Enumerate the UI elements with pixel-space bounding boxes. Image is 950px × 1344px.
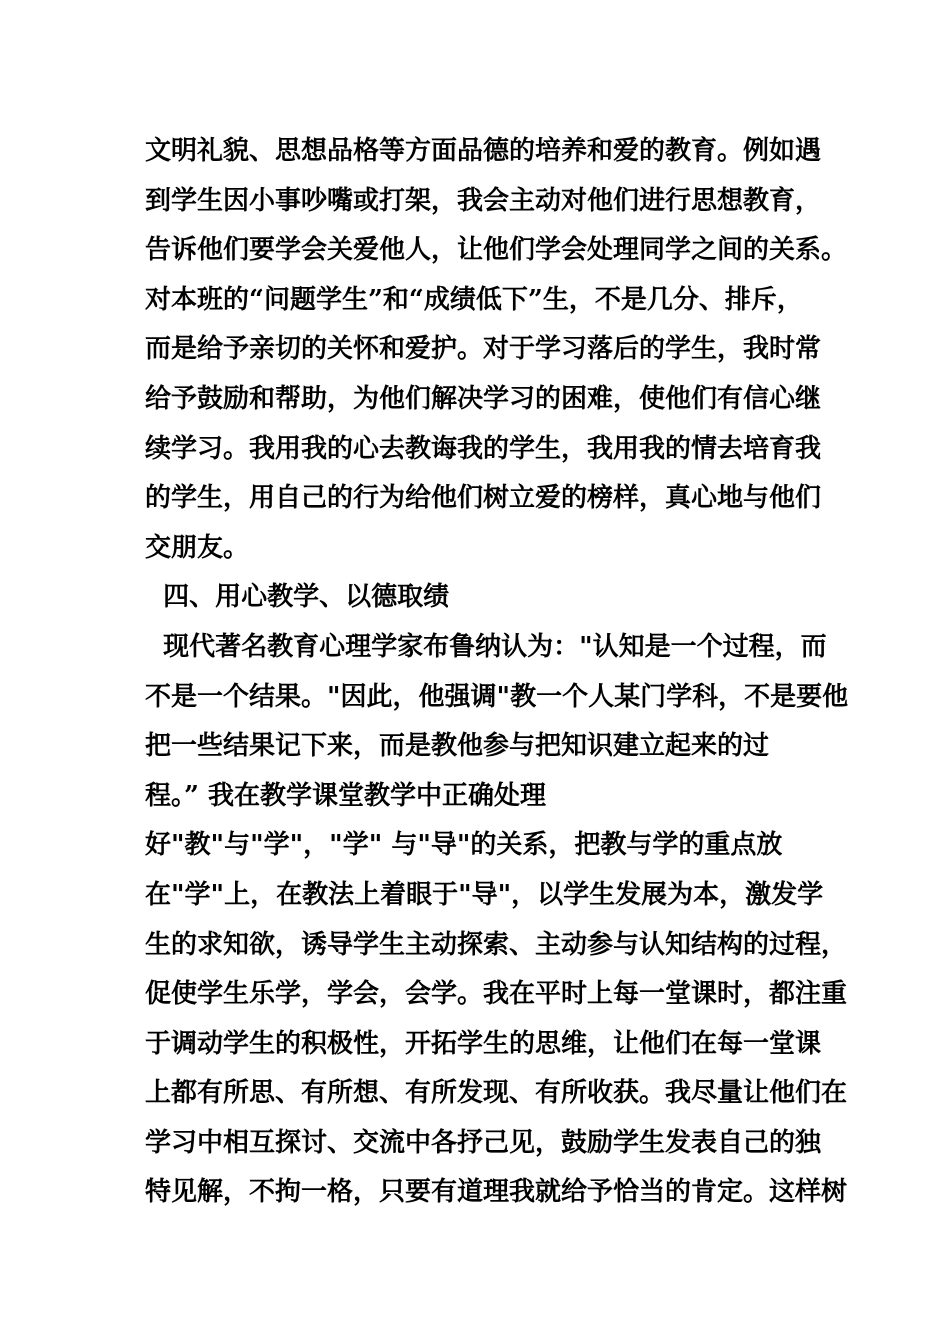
text-line: 现代著名教育心理学家布鲁纳认为："认知是一个过程，而 (145, 631, 827, 662)
text-line: 到学生因小事吵嘴或打架，我会主动对他们进行思想教育， (145, 185, 822, 216)
text-line: 生的求知欲，诱导学生主动探索、主动参与认知结构的过程， (145, 929, 848, 960)
text-line: 不是一个结果。"因此，他强调"教一个人某门学科，不是要他 (145, 681, 849, 712)
text-line: 促使学生乐学，学会，会学。我在平时上每一堂课时，都注重 (145, 979, 848, 1010)
body-text (145, 127, 849, 1218)
text-line: 把一些结果记下来，而是教他参与把知识建立起来的过 (145, 731, 770, 762)
text-line: 告诉他们要学会关爱他人，让他们学会处理同学之间的关系。 (145, 235, 848, 266)
text-line: 上都有所思、有所想、有所发现、有所收获。我尽量让他们在 (145, 1078, 848, 1109)
text-line: 给予鼓励和帮助，为他们解决学习的困难，使他们有信心继 (145, 383, 822, 414)
text-line: 好"教"与"学"，"学" 与"导"的关系，把教与学的重点放 (145, 830, 783, 861)
text-line: 程。” 我在教学课堂教学中正确处理 (145, 780, 547, 811)
text-line: 的学生，用自己的行为给他们树立爱的榜样，真心地与他们 (145, 483, 822, 514)
text-line: 文明礼貌、思想品格等方面品德的培养和爱的教育。例如遇 (145, 136, 822, 166)
text-line: 而是给予亲切的关怀和爱护。对于学习落后的学生，我时常 (145, 334, 822, 365)
text-line: 对本班的“问题学生”和“成绩低下”生，不是几分、排斥， (145, 284, 803, 315)
text-line: 续学习。我用我的心去教诲我的学生，我用我的情去培育我 (145, 433, 822, 464)
text-line: 在"学"上，在教法上着眼于"导"，以学生发展为本，激发学 (145, 879, 824, 910)
text-line: 交朋友。 (145, 532, 250, 563)
text-line: 特见解，不拘一格，只要有道理我就给予恰当的肯定。这样树 (145, 1177, 848, 1208)
section-heading: 四、用心教学、以德取绩 (145, 582, 450, 613)
text-line: 学习中相互探讨、交流中各抒己见，鼓励学生发表自己的独 (145, 1127, 822, 1158)
text-line: 于调动学生的积极性，开拓学生的思维，让他们在每一堂课 (145, 1028, 822, 1059)
